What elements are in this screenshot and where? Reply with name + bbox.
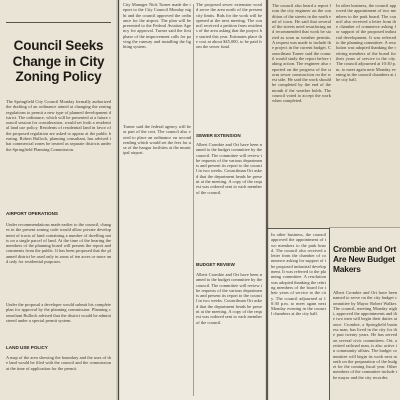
clipping-council-report: [119, 0, 266, 400]
subhead-sewer-extension: SEWER EXTENSION: [196, 133, 241, 138]
headline-council-zoning: Council Seeks Change in City Zoning Policy: [12, 38, 105, 84]
page-crease: [116, 0, 120, 400]
clipping-strip-continued: [268, 229, 329, 400]
article-body-report-col2-c: Albert Crombie and Ort have been named to the budget committee by the council. The committee will review the requests of the various departments and present its report to the council in two weeks. Councilman Ort asked that the department heads be present at the meeting. A copy of the request was ordered sent to each member of the council.: [196, 272, 262, 325]
article-body-report-col1-b: Turner said the federal agency will bear part of the cost. The council also voted to place an ordinance on second reading which would set the fees for use of the hangar facilities at the municipal airport.: [123, 124, 191, 156]
page-crease-right: [265, 0, 269, 400]
clipping-council-zoning: [0, 0, 118, 400]
article-body-streets-col1: The council also heard a report from the city engineer on the condition of the streets in the north end of town. He said that several of the streets need resurfacing and recommended that work be started as soon as weather permits. A request was made to include the project in the current budget. Councilman Turner said the council would study the report before taking action. The engineer also reported on the progress of the storm sewer construction on the west side. He said the work should be completed by the end of the month if the weather holds. The council voted to accept the work when completed.: [272, 3, 331, 104]
subhead-airport-operations: AIRPORT OPERATIONS: [6, 211, 58, 216]
subhead-budget-review: BUDGET REVIEW: [196, 262, 235, 267]
headline-crombie-ort: Crombie and Ort Are New Budget Makers: [333, 244, 397, 274]
article-body-zoning-part2: Under recommendations made earlier to the council, changes in the present zoning code would allow private development of tracts of land containing a number of dwelling units on a single parcel of land. At the time of the hearing the members of the planning board will present the report and comments from the public. It has been proposed that the planned district be used only in areas of ten acres or more and only for residential purposes.: [6, 222, 111, 265]
article-body-zoning-part3: Under the proposal a developer would submit his complete plan for approval by the planning commission. Planning consultant Bullock advised that the district would be administered under a special permit system.: [6, 302, 111, 323]
article-body-report-col1-a: City Manager Nick Turner made the report to the City Council Monday night and the council approved the ordinance for the airport. The plan will be presented to the Federal Aviation Agency for approval. Turner said the first phase of the improvement calls for paving the runway and installing the lighting system.: [123, 2, 191, 50]
article-body-zoning-part4: A map of the area showing the boundary and the uses of the land would be filed with the council and the commission at the time of application for the permit.: [6, 355, 111, 371]
article-body-strip: In other business, the council approved the appointment of two members to the park board. The council also received a letter from the chamber of commerce asking for support of the proposed industrial development. It was referred to the planning committee. A resolution was adopted thanking the retiring members of the board for their years of service to the city. The council adjourned at 10:30 p.m. to meet again next Monday evening in the council chambers at the city hall.: [271, 232, 326, 317]
clipping-crombie-ort: [330, 228, 400, 400]
article-body-crombie-ort: Albert Crombie and Ort have been named to serve on the city budget committee by Mayor Robert Walker. The council, meeting Monday night, approved the appointments and the two men will begin their duties at once. Crombie, a Springfield business man, has lived in the city for the past twenty years. He has served on several civic committees. Ort, a retired railroad man, is also active in community affairs. The budget committee will begin its work next month on the preparation of the budget for the coming fiscal year. Other members of the committee include the mayor and the city recorder.: [333, 290, 397, 380]
article-body-report-col2-a: The proposed sewer extension would serve the area north of the present city limits. Bids for the work will be opened at the next meeting. The council received a petition from residents of the area asking that the project be started this year. Estimates place the cost at about $45,000, to be paid from the sewer fund.: [196, 2, 262, 50]
article-body-zoning-part1: The Springfield City Council Monday formally authorized the drafting of an ordinance aimed at changing the zoning regulations to permit a new type of planned development district. The ordinance, which will be presented at a future council session for consideration, would set forth a residential land use policy. Residents of residential land in favor of the proposed regulation are asked to appear at the public hearing. Robert Bullock, planning consultant, has advised that commercial zones be treated as separate districts under the Springfield Planning Commission.: [6, 99, 111, 152]
article-body-streets-col2: In other business, the council approved the appointment of two members to the park board. The council also received a letter from the chamber of commerce asking for support of the proposed industrial development. It was referred to the planning committee. A resolution was adopted thanking the retiring members of the board for their years of service to the city. The council adjourned at 10:30 p.m. to meet again next Monday evening in the council chambers at the city hall.: [336, 3, 396, 83]
article-body-report-col2-b: Albert Crombie and Ort have been named to the budget committee by the council. The committee will review the requests of the various departments and present its report to the council in two weeks. Councilman Ort asked that the department heads be present at the meeting. A copy of the request was ordered sent to each member of the council.: [196, 142, 262, 195]
clipping-streets-report: [268, 0, 400, 228]
subhead-land-use-policy: LAND USE POLICY: [6, 345, 48, 350]
